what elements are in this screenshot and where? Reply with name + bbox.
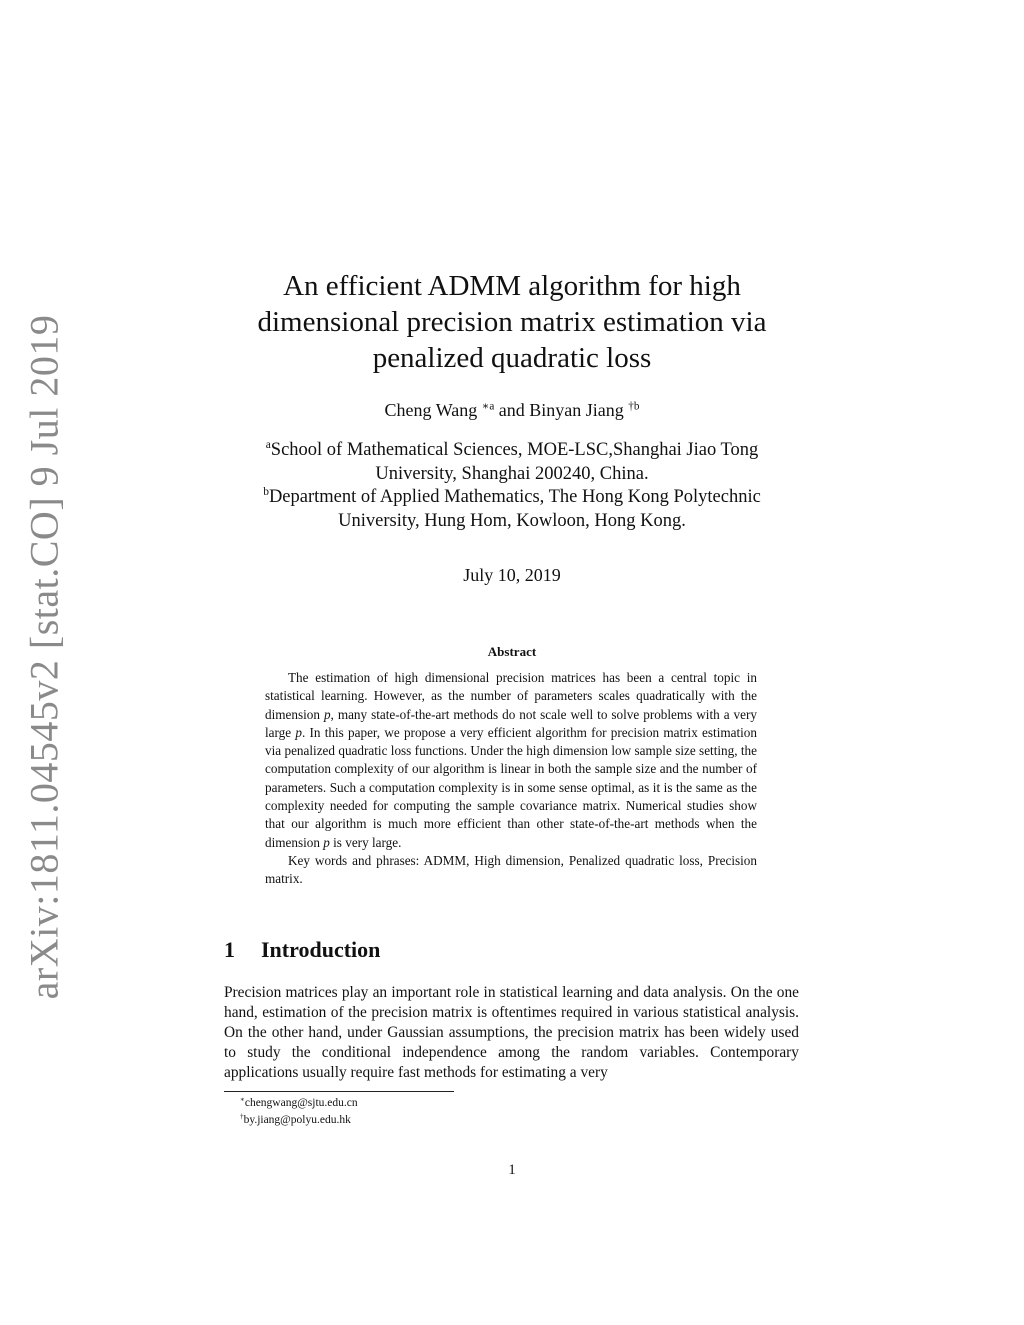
abstract-body (265, 669, 757, 889)
abstract-heading: Abstract (487, 644, 537, 659)
paper-date: July 10, 2019 (463, 565, 561, 585)
footnote (240, 1095, 358, 1112)
affiliation (212, 439, 812, 463)
section-number: 1 (224, 937, 235, 962)
title-line: dimensional precision matrix estimation via (257, 306, 767, 338)
author-footnote-mark: †b (628, 400, 640, 413)
author-connector: and (498, 400, 525, 420)
section-heading (224, 937, 380, 963)
affiliation-mark: a (265, 439, 271, 452)
affiliation (212, 486, 812, 510)
math-variable: p (323, 706, 331, 722)
affiliation-line: School of Mathematical Sciences, MOE-LSC,Shanghai Jiao Tong (270, 440, 759, 460)
keywords: Key words and phrases: ADMM, High dimension, Penalized quadratic loss, Precision matrix. (265, 852, 757, 887)
footnotes (240, 1095, 358, 1129)
section-title: Introduction (261, 937, 381, 962)
footnote-mark: † (240, 1112, 244, 1121)
math-variable: p (323, 834, 330, 850)
title-line: penalized quadratic loss (372, 342, 652, 374)
footnote-divider (224, 1091, 454, 1092)
introduction-paragraph: Precision matrices play an important role in statistical learning and data analysis. On the one hand, estimation of the precision matrix is oftentimes required in various statistical analysis. On the other hand, under Gaussian assumptions, the precision matrix has been widely used to study the conditional independence among the random variables. Contemporary applications usually require fast methods for estimating a very (224, 984, 799, 1081)
page-number: 1 (508, 1162, 516, 1178)
abstract-text: , many state-of-the-art methods do not scale well to solve problems with a very large (265, 706, 757, 740)
title-line: An efficient ADMM algorithm for high (283, 270, 741, 302)
arxiv-side-stamp: arXiv:1811.04545v2 [stat.CO] 9 Jul 2019 (21, 314, 67, 1000)
affiliation-line: University, Hung Hom, Kowloon, Hong Kong. (338, 510, 686, 531)
paper-title (212, 268, 812, 376)
affiliation-line: University, Shanghai 200240, China. (375, 463, 649, 484)
footnote-mark: ∗ (240, 1095, 245, 1104)
author-name: Binyan Jiang (529, 400, 624, 420)
affiliation-mark: b (263, 486, 269, 499)
author-list (212, 398, 812, 422)
author-footnote-mark: ∗a (481, 400, 495, 413)
abstract-text: . In this paper, we propose a very efficient algorithm for precision matrix estimation via penalized quadratic loss functions. Under the high dimension low sample size setting, the computation complexity of our algorithm is linear in both the sample size and the number of parameters. Such a computation complexity is in some sense optimal, as it is the same as the complexity needed for computing the sample covariance matrix. Numerical studies show that our algorithm is much more efficient than other state-of-the-art methods when the dimension (265, 724, 757, 850)
footnote (240, 1112, 358, 1129)
abstract-text: is very large. (329, 834, 402, 850)
footnote-email: chengwang@sjtu.edu.cn (244, 1097, 358, 1109)
affiliations (212, 439, 812, 533)
author-name: Cheng Wang (384, 400, 478, 420)
abstract-text: The estimation of high dimensional precision matrices has been a central topic in statistical learning. However, as the number of parameters scales quadratically with the dimension (265, 670, 757, 722)
footnote-email: by.jiang@polyu.edu.hk (243, 1114, 351, 1126)
abstract-paragraph (265, 669, 757, 852)
affiliation-line: Department of Applied Mathematics, The Hong Kong Polytechnic (268, 487, 761, 507)
math-variable: p (295, 724, 302, 740)
